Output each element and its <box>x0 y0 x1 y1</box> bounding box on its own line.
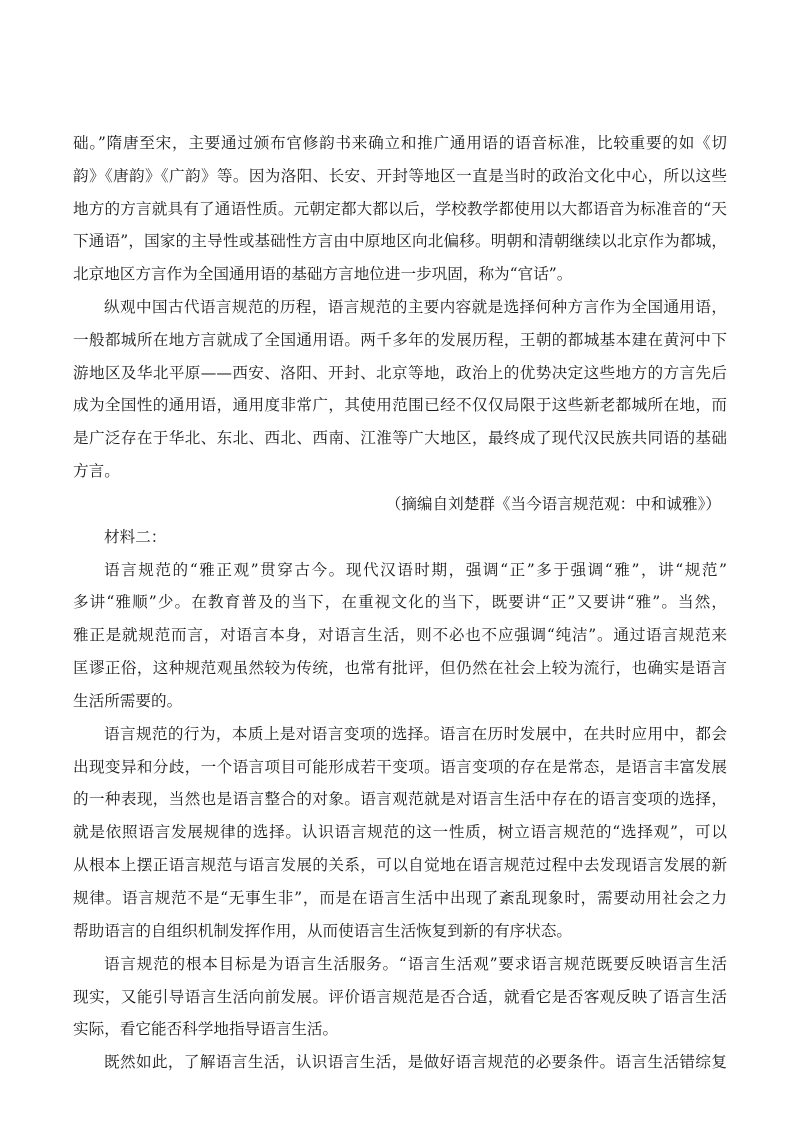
text-line: 雅正是就规范而言，对语言本身，对语言生活，则不必也不应强调“纯洁”。通过语言规范来 <box>73 626 727 644</box>
text-line: 是广泛存在于华北、东北、西北、西南、江淮等广大地区，最终成了现代汉民族共同语的基础 <box>73 429 727 447</box>
text-line: 纵观中国古代语言规范的历程，语言规范的主要内容就是选择何种方言作为全国通用语， <box>104 298 727 316</box>
text-line: 游地区及华北平原——西安、洛阳、开封、北京等地，政治上的优势决定这些地方的方言先后 <box>73 364 727 382</box>
text-line: 生活所需要的。 <box>73 692 183 710</box>
text-line: 语言规范的行为，本质上是对语言变项的选择。语言在历时发展中，在共时应用中，都会 <box>104 725 727 743</box>
text-line: 从根本上摆正语言规范与语言发展的关系，可以自觉地在语言规范过程中去发现语言发展的新 <box>73 856 727 874</box>
section-heading: 材料二： <box>104 528 167 546</box>
text-line: 地方的方言就具有了通语性质。元朝定都大都以后，学校教学都使用以大都语音为标准音的“天 <box>73 200 727 218</box>
text-line: 韵》《唐韵》《广韵》等。因为洛阳、长安、开封等地区一直是当时的政治文化中心，所以这些 <box>73 167 727 185</box>
text-line: 的一种表现，当然也是语言整合的对象。语言观范就是对语言生活中存在的语言变项的选择， <box>73 790 727 808</box>
text-line: 成为全国性的通用语，通用度非常广，其使用范围已经不仅仅局限于这些新老都城所在地，而 <box>73 396 727 414</box>
text-line: 既然如此，了解语言生活，认识语言生活，是做好语言规范的必要条件。语言生活错综复 <box>104 1053 727 1071</box>
text-line: 现实，又能引导语言生活向前发展。评价语言规范是否合适，就看它是否客观反映了语言生活 <box>73 988 727 1006</box>
text-line: 下通语”，国家的主导性或基础性方言由中原地区向北偏移。明朝和清朝继续以北京作为都城， <box>73 232 727 250</box>
text-line: 方言。 <box>73 462 120 480</box>
text-line: 帮助语言的自组织机制发挥作用，从而使语言生活恢复到新的有序状态。 <box>73 922 573 940</box>
text-line: 就是依照语言发展规律的选择。认识语言规范的这一性质，树立语言规范的“选择观”，可以 <box>73 823 727 841</box>
source-citation: （摘编自刘楚群《当今语言规范观：中和诚雅》） <box>385 495 721 513</box>
text-line: 一般都城所在地方言就成了全国通用语。两千多年的发展历程，王朝的都城基本建在黄河中下 <box>73 331 727 349</box>
text-line: 匡谬正俗，这种规范观虽然较为传统，也常有批评，但仍然在社会上较为流行，也确实是语言 <box>73 659 727 677</box>
text-line: 规律。语言规范不是“无事生非”，而是在语言生活中出现了紊乱现象时，需要动用社会之力 <box>73 889 727 907</box>
text-line: 北京地区方言作为全国通用语的基础方言地位进一步巩固，称为“官话”。 <box>73 265 573 283</box>
text-line: 多讲“雅顺”少。在教育普及的当下，在重视文化的当下，既要讲“正”又要讲“雅”。当然， <box>73 593 727 611</box>
text-line: 出现变异和分歧，一个语言项目可能形成若干变项。语言变项的存在是常态，是语言丰富发展 <box>73 758 727 776</box>
text-line: 实际，看它能否科学地指导语言生活。 <box>73 1020 339 1038</box>
text-line: 础。”隋唐至宋，主要通过颁布官修韵书来确立和推广通用语的语音标准，比较重要的如《切 <box>73 134 727 152</box>
text-line: 语言规范的“雅正观”贯穿古今。现代汉语时期，强调“正”多于强调“雅”，讲“规范” <box>104 561 727 579</box>
text-line: 语言规范的根本目标是为语言生活服务。“语言生活观”要求语言规范既要反映语言生活 <box>104 955 727 973</box>
